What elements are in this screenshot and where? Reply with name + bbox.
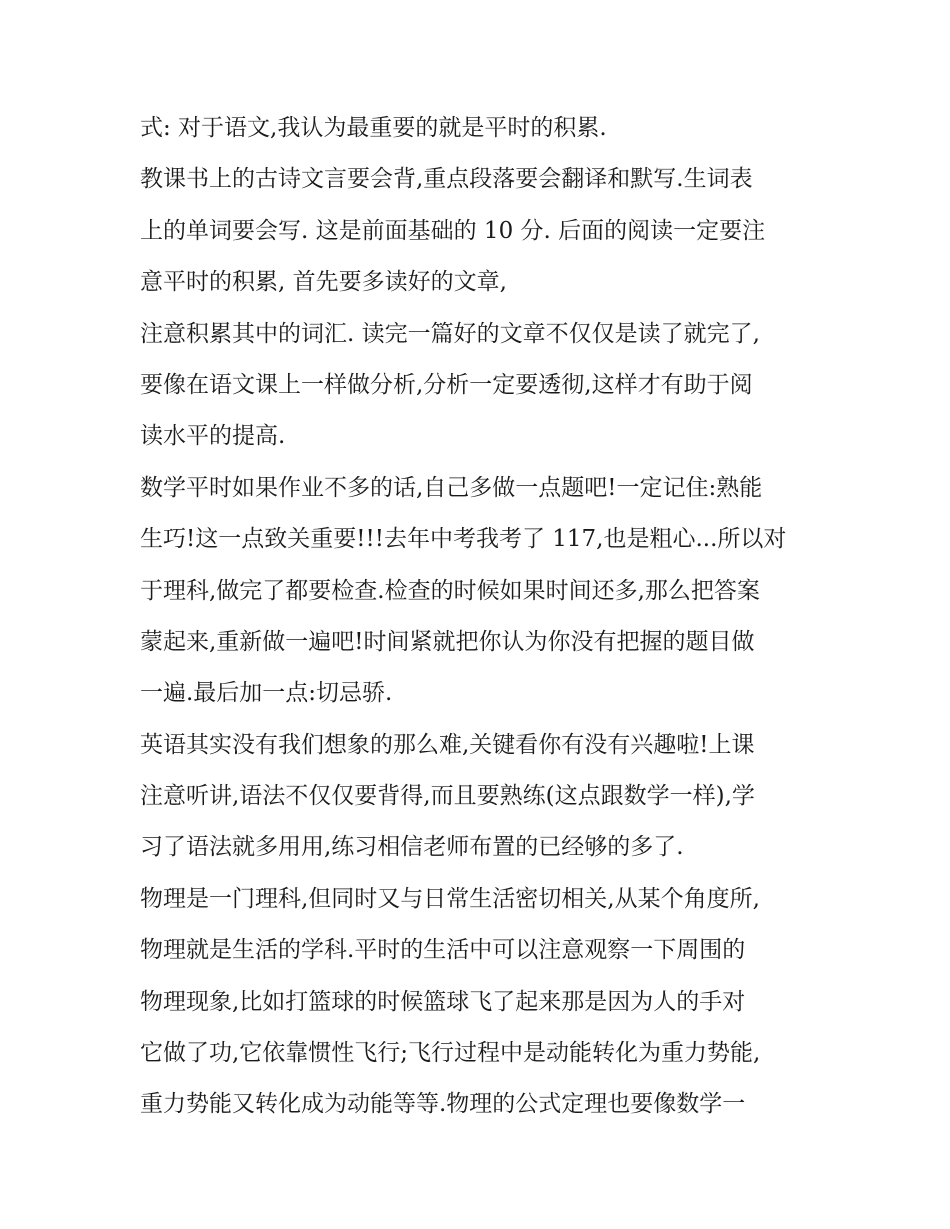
text-line: 物理现象,比如打篮球的时候篮球飞了起来那是因为人的手对 — [140, 988, 746, 1015]
text-line: 重力势能又转化成为动能等等.物理的公式定理也要像数学一 — [140, 1091, 746, 1118]
text-line: 物理是一门理科,但同时又与日常生活密切相关,从某个角度所, — [140, 885, 760, 912]
text-line: 数学平时如果作业不多的话,自己多做一点题吧!一定记住:熟能 — [140, 474, 763, 501]
text-line: 注意积累其中的词汇. 读完一篇好的文章不仅仅是读了就完了, — [140, 320, 760, 347]
text-line: 于理科,做完了都要检查.检查的时候如果时间还多,那么把答案 — [140, 577, 760, 604]
text-line: 式: 对于语文,我认为最重要的就是平时的积累. — [140, 115, 607, 141]
text-line: 生巧!这一点致关重要!!!去年中考我考了 117,也是粗心...所以对 — [140, 526, 787, 553]
text-line: 物理就是生活的学科.平时的生活中可以注意观察一下周围的 — [140, 937, 746, 964]
text-line: 上的单词要会写. 这是前面基础的 10 分. 后面的阅读一定要注 — [140, 217, 766, 244]
text-line: 教课书上的古诗文言要会背,重点段落要会翻译和默写.生词表 — [140, 166, 753, 193]
text-line: 蒙起来,重新做一遍吧!时间紧就把你认为你没有把握的题目做 — [140, 628, 755, 655]
text-line: 习了语法就多用用,练习相信老师布置的已经够的多了. — [140, 834, 684, 861]
text-line: 注意听讲,语法不仅仅要背得,而且要熟练(这点跟数学一样),学 — [140, 783, 755, 810]
text-line: 一遍.最后加一点:切忌骄. — [140, 680, 393, 707]
text-line: 读水平的提高. — [140, 423, 286, 450]
text-line: 英语其实没有我们想象的那么难,关键看你有没有兴趣啦!上课 — [140, 731, 755, 758]
text-line: 它做了功,它依靠惯性飞行;飞行过程中是动能转化为重力势能, — [140, 1040, 761, 1067]
text-line: 意平时的积累, 首先要多读好的文章, — [140, 269, 507, 296]
text-line: 要像在语文课上一样做分析,分析一定要透彻,这样才有助于阅 — [140, 371, 753, 398]
body-text — [140, 103, 820, 1131]
